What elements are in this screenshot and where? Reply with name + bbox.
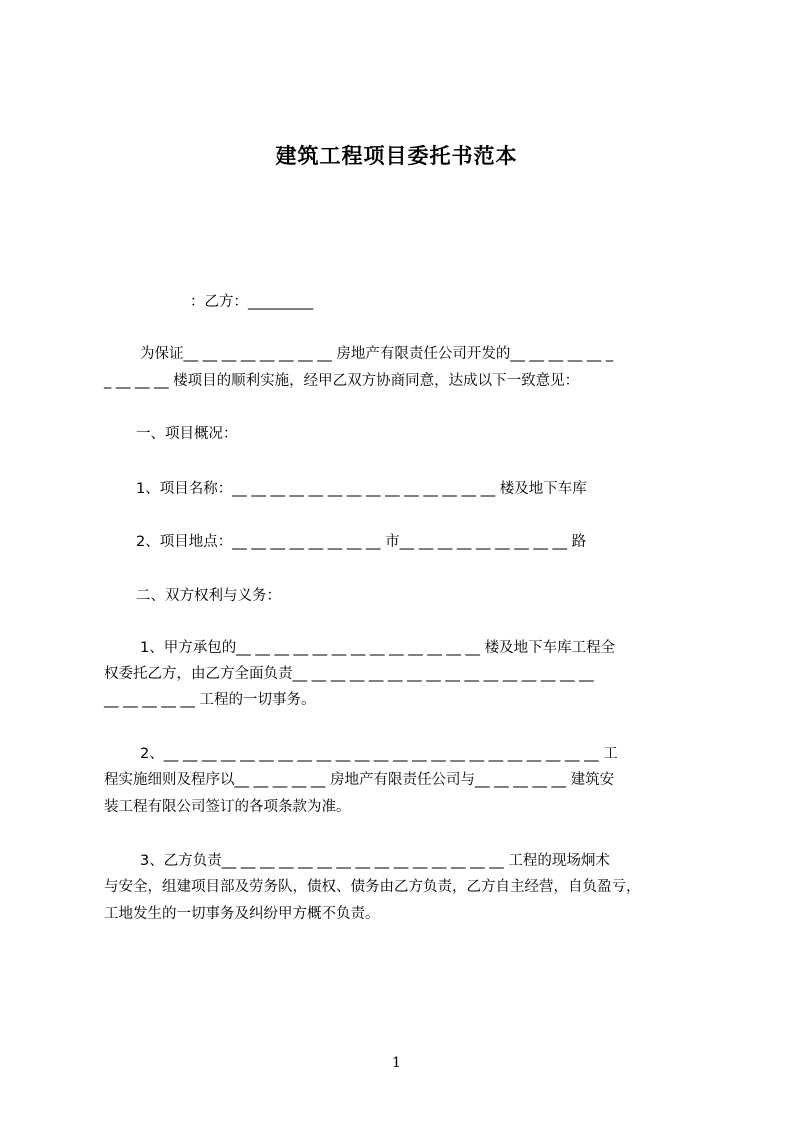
document-title: 建筑工程项目委托书范本 <box>275 144 518 168</box>
item-2-1-line-1: 1、甲方承包的__ __ __ __ __ __ __ __ __ __ __ __ __ 楼及地下车库工程全 <box>140 640 616 656</box>
item-2-3-line-1: 3、乙方负责__ __ __ __ __ __ __ __ __ __ __ __ __ __ __ 工程的现场炯术 <box>140 853 610 869</box>
item-2-1-line-3: __ __ __ __ __ 工程的一切事务。 <box>104 692 316 708</box>
item-2-1-line-2: 权委托乙方，由乙方全面负责__ __ __ __ __ __ __ __ __ __ __ __ __ __ __ __ <box>104 666 594 682</box>
section-2-heading: 二、双方权利与义务： <box>136 588 281 604</box>
party-line: ：乙方：_________ <box>190 294 314 310</box>
item-2-2-line-3: 装工程有限公司签订的各项条款为准。 <box>104 799 351 815</box>
page-number: 1 <box>392 1055 401 1071</box>
item-2-2-line-1: 2、__ __ __ __ __ __ __ __ __ __ __ __ __ __ __ __ __ __ __ __ __ __ __ 工 <box>140 746 618 762</box>
intro-line-1: 为保证__ __ __ __ __ __ __ __ 房地产有限责任公司开发的__ __ __ __ __ _ <box>140 346 614 362</box>
item-1-2-project-location: 2、项目地点：__ __ __ __ __ __ __ __ 市__ __ __ __ __ __ __ __ __ 路 <box>136 534 587 550</box>
item-1-1-project-name: 1、项目名称：__ __ __ __ __ __ __ __ __ __ __ __ __ __ 楼及地下车库 <box>136 481 587 497</box>
section-1-heading: 一、项目概况： <box>136 426 238 442</box>
item-2-3-line-2: 与安全，组建项目部及劳务队，债权、债务由乙方负责，乙方自主经营，自负盈亏， <box>104 879 641 895</box>
item-2-3-line-3: 工地发生的一切事务及纠纷甲方概不负责。 <box>104 906 380 922</box>
item-2-2-line-2: 程实施细则及程序以__ __ __ __ __ 房地产有限责任公司与__ __ __ __ __ 建筑安 <box>104 772 615 788</box>
intro-line-2: _ __ __ __ 楼项目的顺利实施，经甲乙双方协商同意，达成以下一致意见： <box>104 373 580 389</box>
